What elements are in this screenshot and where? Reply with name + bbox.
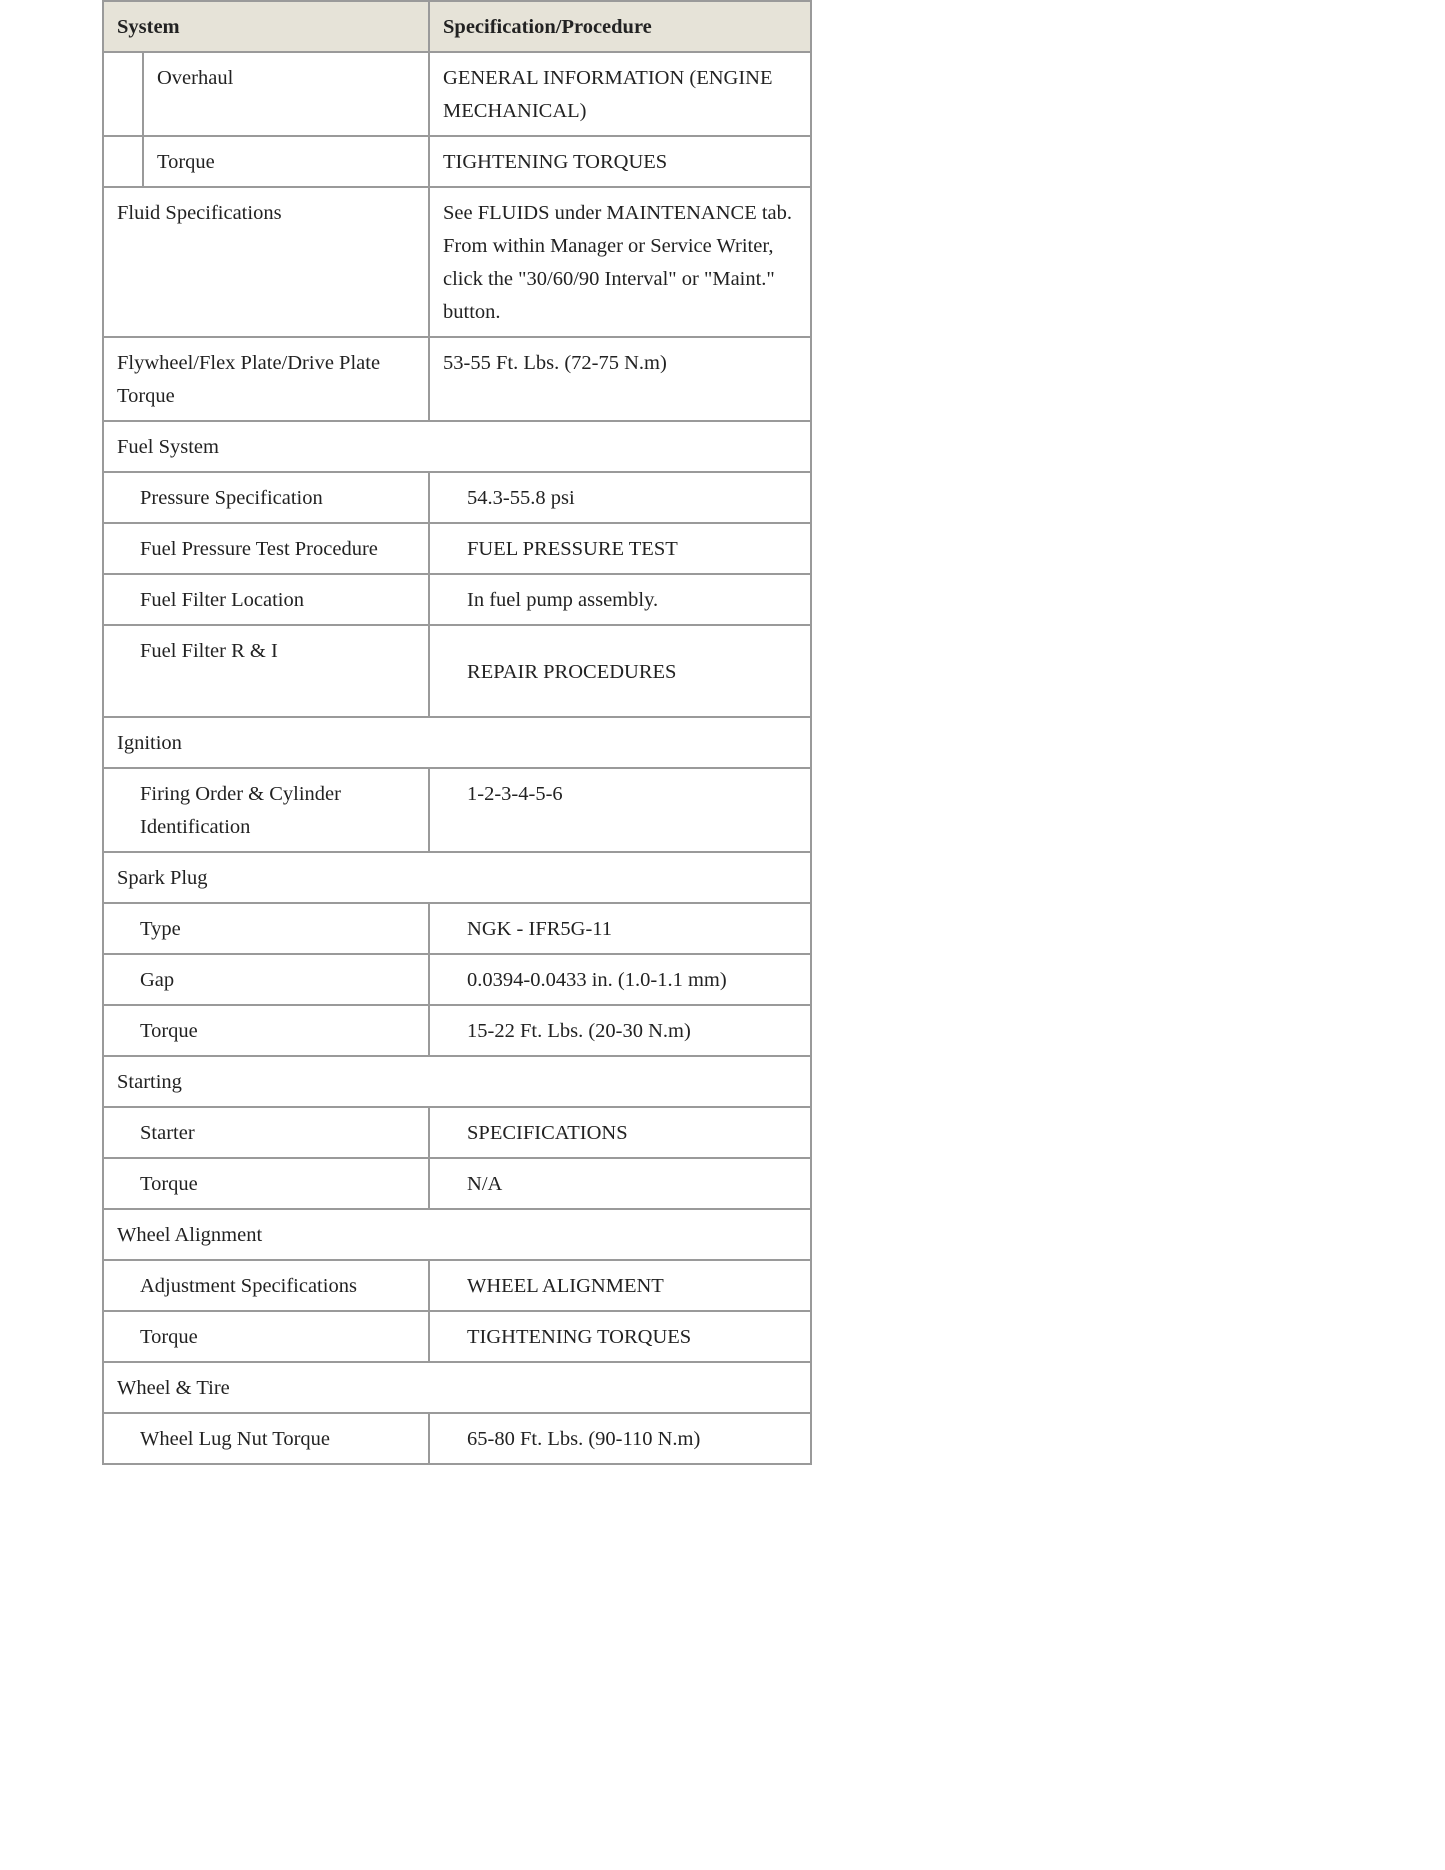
section-row (103, 1362, 811, 1413)
row-label: Fuel Pressure Test Procedure (103, 523, 429, 574)
row-label: Torque (143, 136, 429, 187)
row-value: FUEL PRESSURE TEST (429, 523, 811, 574)
table-row (103, 1005, 811, 1056)
row-label: Gap (103, 954, 429, 1005)
row-label: Torque (103, 1158, 429, 1209)
section-row (103, 421, 811, 472)
section-title: Spark Plug (103, 852, 811, 903)
row-value: GENERAL INFORMATION (ENGINE MECHANICAL) (429, 52, 811, 136)
table-row (103, 1107, 811, 1158)
row-label: Flywheel/Flex Plate/Drive Plate Torque (103, 337, 429, 421)
row-value: 54.3-55.8 psi (429, 472, 811, 523)
row-label: Wheel Lug Nut Torque (103, 1413, 429, 1464)
row-value: 1-2-3-4-5-6 (429, 768, 811, 852)
row-value: 15-22 Ft. Lbs. (20-30 N.m) (429, 1005, 811, 1056)
section-row (103, 852, 811, 903)
indent-cell (103, 136, 143, 187)
row-value: 0.0394-0.0433 in. (1.0-1.1 mm) (429, 954, 811, 1005)
row-value: WHEEL ALIGNMENT (429, 1260, 811, 1311)
section-row (103, 1056, 811, 1107)
section-row (103, 717, 811, 768)
row-label: Torque (103, 1005, 429, 1056)
table-row (103, 1413, 811, 1464)
row-label: Torque (103, 1311, 429, 1362)
table-row (103, 523, 811, 574)
row-value: N/A (429, 1158, 811, 1209)
table-row (103, 574, 811, 625)
specifications-table (102, 0, 812, 1465)
table-row (103, 472, 811, 523)
row-value: NGK - IFR5G-11 (429, 903, 811, 954)
table-row (103, 1311, 811, 1362)
indent-cell (103, 52, 143, 136)
section-title: Starting (103, 1056, 811, 1107)
row-value: 53-55 Ft. Lbs. (72-75 N.m) (429, 337, 811, 421)
header-specification: Specification/Procedure (429, 1, 811, 52)
table-row (103, 52, 811, 136)
table-row (103, 954, 811, 1005)
row-label: Fuel Filter Location (103, 574, 429, 625)
row-value: REPAIR PROCEDURES (429, 625, 811, 717)
table-row (103, 1260, 811, 1311)
section-row (103, 1209, 811, 1260)
section-title: Wheel Alignment (103, 1209, 811, 1260)
table-row (103, 768, 811, 852)
row-label: Fuel Filter R & I (103, 625, 429, 717)
row-value: TIGHTENING TORQUES (429, 136, 811, 187)
table-header-row (103, 1, 811, 52)
row-label: Pressure Specification (103, 472, 429, 523)
header-system: System (103, 1, 429, 52)
section-title: Wheel & Tire (103, 1362, 811, 1413)
row-value: 65-80 Ft. Lbs. (90-110 N.m) (429, 1413, 811, 1464)
row-value: SPECIFICATIONS (429, 1107, 811, 1158)
section-title: Fuel System (103, 421, 811, 472)
row-label: Type (103, 903, 429, 954)
table-row (103, 337, 811, 421)
table-row (103, 187, 811, 337)
row-value: TIGHTENING TORQUES (429, 1311, 811, 1362)
row-label: Firing Order & Cylinder Identification (103, 768, 429, 852)
table-row (103, 625, 811, 717)
table-row (103, 136, 811, 187)
row-value: In fuel pump assembly. (429, 574, 811, 625)
row-label: Adjustment Specifications (103, 1260, 429, 1311)
table-row (103, 903, 811, 954)
table-row (103, 1158, 811, 1209)
row-label: Overhaul (143, 52, 429, 136)
row-label: Fluid Specifications (103, 187, 429, 337)
row-value: See FLUIDS under MAINTENANCE tab. From within Manager or Service Writer, click the "30/60/90 Interval" or "Maint." button. (429, 187, 811, 337)
row-label: Starter (103, 1107, 429, 1158)
section-title: Ignition (103, 717, 811, 768)
